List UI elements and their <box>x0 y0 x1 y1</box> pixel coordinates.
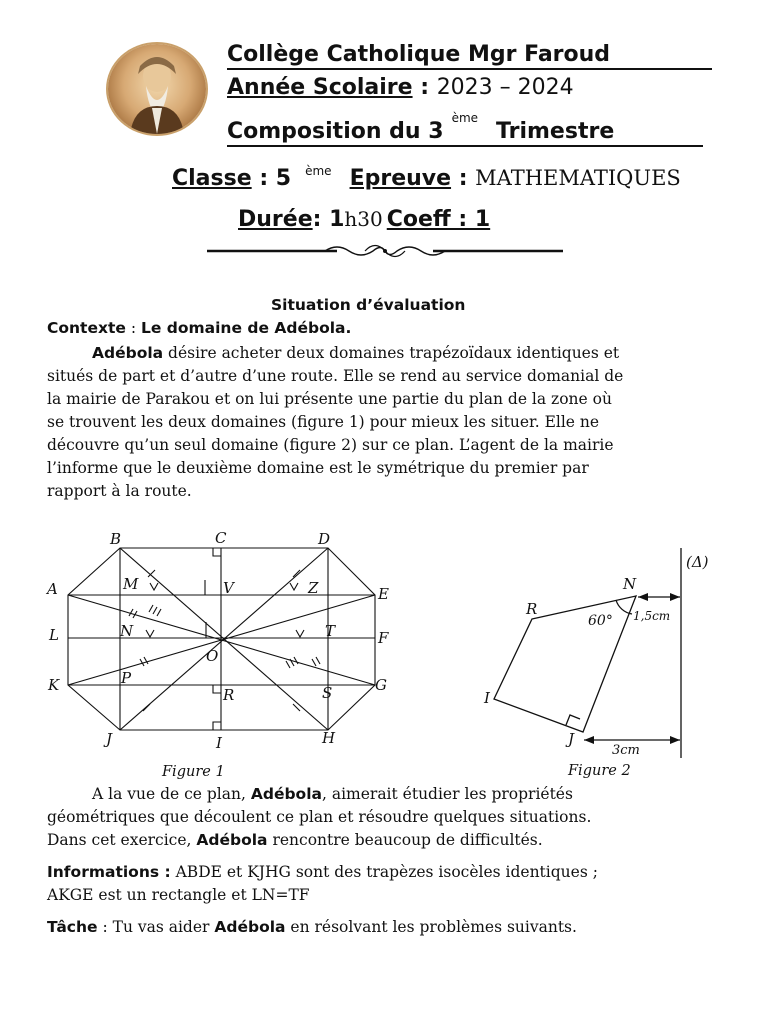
classe-line: Classe : 5 $^{ème}$ Epreuve : MATHEMATIQUES <box>172 164 681 191</box>
figure-1 <box>40 528 410 783</box>
duree-value: h30 <box>344 207 383 231</box>
year-label: Année Scolaire <box>227 75 413 100</box>
delta-label: (Δ) <box>686 553 709 571</box>
point-label: N <box>120 622 134 640</box>
point-label: E <box>378 585 389 603</box>
coeff-label: Coeff : 1 <box>386 207 491 232</box>
point-label: K <box>48 676 60 694</box>
analysis-line: Dans cet exercice, Adébola rencontre beaucoup de difficultés. <box>47 831 543 849</box>
epreuve-label: Epreuve <box>349 166 452 191</box>
composition-title: Composition du 3èmeTrimestre <box>227 110 615 144</box>
point-label: J <box>568 730 575 748</box>
point-label: H <box>322 729 336 747</box>
founder-portrait <box>108 44 206 134</box>
informations-line: AKGE est un rectangle et LN=TF <box>47 886 310 904</box>
point-label: V <box>223 579 234 597</box>
analysis-line: géométriques que découlent ce plan et résoudre quelques situations. <box>47 808 592 826</box>
point-label: T <box>325 622 336 640</box>
point-label: L <box>49 626 59 644</box>
point-label: I <box>484 689 490 707</box>
contexte-label: Contexte <box>47 319 126 337</box>
point-label: M <box>123 575 139 593</box>
intro-line: Adébola désire acheter deux domaines trapézoïdaux identiques et <box>92 344 620 362</box>
intro-line: l’informe que le deuxième domaine est le symétrique du premier par <box>47 459 589 477</box>
point-label: I <box>216 734 222 752</box>
point-label: N <box>623 575 637 593</box>
year-value: 2023 – 2024 <box>436 75 574 100</box>
classe-value: 5 <box>275 166 292 191</box>
trapezoid-nrij <box>494 596 636 732</box>
distance-bottom-label: 3cm <box>612 743 640 758</box>
point-label: F <box>378 629 389 647</box>
intro-line: découvre qu’un seul domaine (figure 2) sur ce plan. L’agent de la mairie <box>47 436 614 454</box>
point-label: B <box>110 530 122 548</box>
intro-paragraph <box>47 342 727 503</box>
contexte-line: Contexte : Le domaine de Adébola. <box>47 319 352 337</box>
informations-block <box>47 861 727 907</box>
tache-label: Tâche <box>47 918 98 936</box>
intro-line: situés de part et d’autre d’une route. Elle se rend au service domanial de <box>47 367 624 385</box>
epreuve-value: MATHEMATIQUES <box>475 166 681 190</box>
school-name: Collège Catholique Mgr Faroud <box>227 42 611 67</box>
tache-line: Tâche : Tu vas aider Adébola en résolvant les problèmes suivants. <box>47 918 577 936</box>
intro-line: la mairie de Parakou et on lui présente une partie du plan de la zone où <box>47 390 612 408</box>
point-label: C <box>215 529 227 547</box>
informations-line: Informations : ABDE et KJHG sont des trapèzes isocèles identiques ; <box>47 863 598 881</box>
ornament-divider <box>205 240 565 262</box>
classe-label: Classe <box>172 166 252 191</box>
intro-line: se trouvent les deux domaines (figure 1) pour mieux les situer. Elle ne <box>47 413 600 431</box>
point-label: R <box>223 686 235 704</box>
situation-title: Situation d’évaluation <box>271 296 466 314</box>
point-label: R <box>526 600 538 618</box>
angle-label: 60° <box>588 613 613 629</box>
point-label: J <box>106 730 113 748</box>
composition-underline <box>227 145 703 147</box>
school-year: Année Scolaire : 2023 – 2024 <box>227 75 574 100</box>
figure-2 <box>480 540 730 785</box>
analysis-line: A la vue de ce plan, Adébola, aimerait étudier les propriétés <box>92 785 573 803</box>
point-label: P <box>121 669 132 687</box>
figure-2-caption: Figure 2 <box>568 763 631 779</box>
contexte-value: Le domaine de Adébola. <box>140 319 352 337</box>
distance-top-label: 1,5cm <box>633 609 671 623</box>
analysis-paragraph <box>47 783 727 852</box>
point-label: O <box>206 647 219 665</box>
duree-label: Durée <box>238 207 313 232</box>
informations-label: Informations : <box>47 863 171 881</box>
intro-line: rapport à la route. <box>47 482 192 500</box>
point-label: D <box>318 530 331 548</box>
point-label: A <box>47 580 58 598</box>
point-label: G <box>375 676 387 694</box>
school-underline <box>227 68 712 70</box>
point-label: S <box>322 684 333 702</box>
figure-1-caption: Figure 1 <box>162 764 225 780</box>
point-label: Z <box>308 579 319 597</box>
duree-line: Durée: 1h30 Coeff : 1 <box>238 207 491 232</box>
